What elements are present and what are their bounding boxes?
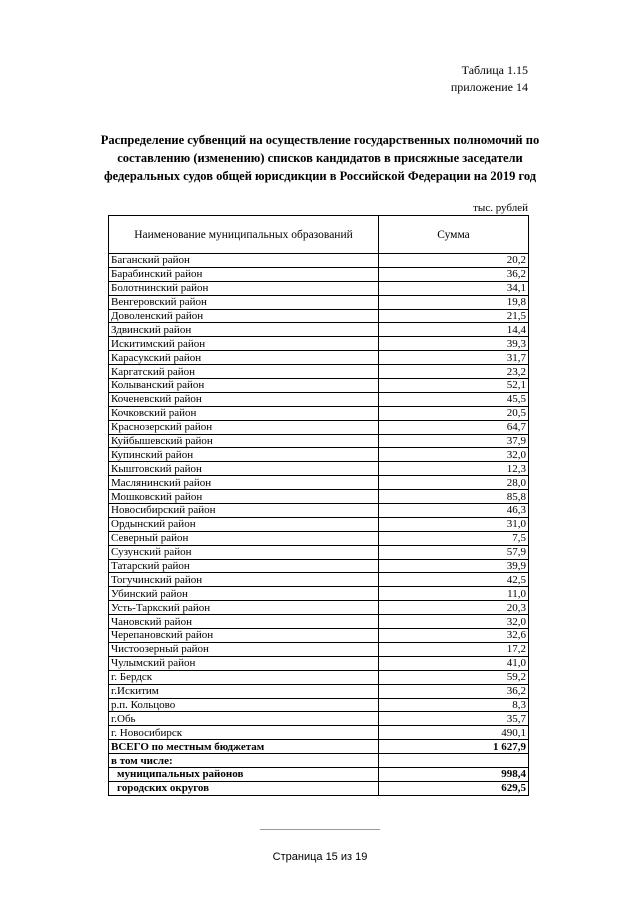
municipality-name: г.Искитим xyxy=(109,684,379,698)
amount-cell: 31,7 xyxy=(379,351,529,365)
table-row xyxy=(109,587,529,601)
amount-cell: 46,3 xyxy=(379,504,529,518)
municipality-name: Венгеровский район xyxy=(109,295,379,309)
amount-cell: 20,5 xyxy=(379,406,529,420)
table-row xyxy=(109,420,529,434)
subvention-table xyxy=(108,215,529,796)
table-row xyxy=(109,351,529,365)
table-row xyxy=(109,642,529,656)
table-row xyxy=(109,490,529,504)
amount-cell: 59,2 xyxy=(379,670,529,684)
table-row xyxy=(109,615,529,629)
amount-cell: 12,3 xyxy=(379,462,529,476)
table-row xyxy=(109,726,529,740)
municipality-name: Карасукский район xyxy=(109,351,379,365)
table-row xyxy=(109,531,529,545)
table-row xyxy=(109,476,529,490)
municipality-name: Сузунский район xyxy=(109,545,379,559)
municipality-name: Коченевский район xyxy=(109,392,379,406)
amount-cell: 64,7 xyxy=(379,420,529,434)
amount-cell: 39,9 xyxy=(379,559,529,573)
table-row xyxy=(109,767,529,781)
page-number: Страница 15 из 19 xyxy=(272,851,368,863)
municipality-name: Купинский район xyxy=(109,448,379,462)
amount-cell: 57,9 xyxy=(379,545,529,559)
table-row xyxy=(109,434,529,448)
table-number: Таблица 1.15 xyxy=(461,63,528,77)
municipality-name: Маслянинский район xyxy=(109,476,379,490)
municipality-name: Баганский район xyxy=(109,254,379,268)
municipality-name: Здвинский район xyxy=(109,323,379,337)
amount-cell: 11,0 xyxy=(379,587,529,601)
table-row xyxy=(109,406,529,420)
table-row xyxy=(109,295,529,309)
amount-cell: 32,6 xyxy=(379,629,529,643)
amount-cell: 19,8 xyxy=(379,295,529,309)
table-row xyxy=(109,629,529,643)
municipality-name: Барабинский район xyxy=(109,267,379,281)
amount-cell: 36,2 xyxy=(379,684,529,698)
table-row xyxy=(109,323,529,337)
total-amount: 1 627,9 xyxy=(379,740,529,754)
municipality-name: Мошковский район xyxy=(109,490,379,504)
municipality-name: Доволенский район xyxy=(109,309,379,323)
municipality-name: Искитимский район xyxy=(109,337,379,351)
municipality-name: Краснозерский район xyxy=(109,420,379,434)
table-row xyxy=(109,545,529,559)
table-row xyxy=(109,656,529,670)
document-title: Распределение субвенций на осуществление государственных полномочий по составлению (изменению) списков кандидатов в присяжные заседатели федеральных судов общей юрисдикции в Российской Федерации на 2019 год xyxy=(100,133,540,183)
table-row xyxy=(109,601,529,615)
table-row xyxy=(109,559,529,573)
column-header-sum: Сумма xyxy=(379,216,529,254)
amount-cell: 36,2 xyxy=(379,267,529,281)
subtotal-amount: 998,4 xyxy=(379,767,529,781)
including-label: в том числе: xyxy=(109,754,379,768)
table-row xyxy=(109,379,529,393)
municipality-name: Болотнинский район xyxy=(109,281,379,295)
column-header-name: Наименование муниципальных образований xyxy=(109,216,379,254)
amount-cell: 85,8 xyxy=(379,490,529,504)
amount-cell: 7,5 xyxy=(379,531,529,545)
municipality-name: Колыванский район xyxy=(109,379,379,393)
table-row xyxy=(109,392,529,406)
table-row xyxy=(109,267,529,281)
municipality-name: Кыштовский район xyxy=(109,462,379,476)
municipality-name: Кочковский район xyxy=(109,406,379,420)
footer-divider xyxy=(260,829,380,830)
amount-cell: 35,7 xyxy=(379,712,529,726)
table-row xyxy=(109,281,529,295)
amount-cell: 20,2 xyxy=(379,254,529,268)
subtotal-label: городских округов xyxy=(109,781,379,795)
table-row xyxy=(109,504,529,518)
table-row xyxy=(109,712,529,726)
empty-cell xyxy=(379,754,529,768)
municipality-name: Северный район xyxy=(109,531,379,545)
municipality-name: Тогучинский район xyxy=(109,573,379,587)
table-row xyxy=(109,670,529,684)
table-row xyxy=(109,573,529,587)
subtotal-label: муниципальных районов xyxy=(109,767,379,781)
table-row xyxy=(109,781,529,795)
municipality-name: Каргатский район xyxy=(109,365,379,379)
municipality-name: Новосибирский район xyxy=(109,504,379,518)
amount-cell: 490,1 xyxy=(379,726,529,740)
municipality-name: Черепановский район xyxy=(109,629,379,643)
total-label: ВСЕГО по местным бюджетам xyxy=(109,740,379,754)
table-row xyxy=(109,684,529,698)
amount-cell: 17,2 xyxy=(379,642,529,656)
including-row xyxy=(109,754,529,768)
amount-cell: 31,0 xyxy=(379,517,529,531)
amount-cell: 28,0 xyxy=(379,476,529,490)
amount-cell: 37,9 xyxy=(379,434,529,448)
amount-cell: 32,0 xyxy=(379,448,529,462)
municipality-name: Убинский район xyxy=(109,587,379,601)
table-row xyxy=(109,365,529,379)
units-label: тыс. рублей xyxy=(473,202,528,214)
table-body xyxy=(109,254,529,796)
municipality-name: Чановский район xyxy=(109,615,379,629)
appendix-number: приложение 14 xyxy=(450,80,528,94)
amount-cell: 52,1 xyxy=(379,379,529,393)
table-row xyxy=(109,698,529,712)
amount-cell: 23,2 xyxy=(379,365,529,379)
amount-cell: 8,3 xyxy=(379,698,529,712)
municipality-name: г. Бердск xyxy=(109,670,379,684)
amount-cell: 42,5 xyxy=(379,573,529,587)
table-row xyxy=(109,462,529,476)
table-row xyxy=(109,309,529,323)
table-row xyxy=(109,254,529,268)
municipality-name: Чулымский район xyxy=(109,656,379,670)
table-row xyxy=(109,337,529,351)
municipality-name: Куйбышевский район xyxy=(109,434,379,448)
municipality-name: г. Новосибирск xyxy=(109,726,379,740)
amount-cell: 32,0 xyxy=(379,615,529,629)
municipality-name: г.Обь xyxy=(109,712,379,726)
table-row xyxy=(109,448,529,462)
municipality-name: Ордынский район xyxy=(109,517,379,531)
municipality-name: р.п. Кольцово xyxy=(109,698,379,712)
subtotal-amount: 629,5 xyxy=(379,781,529,795)
amount-cell: 45,5 xyxy=(379,392,529,406)
municipality-name: Татарский район xyxy=(109,559,379,573)
table-row xyxy=(109,517,529,531)
table-row xyxy=(109,740,529,754)
amount-cell: 39,3 xyxy=(379,337,529,351)
amount-cell: 41,0 xyxy=(379,656,529,670)
amount-cell: 21,5 xyxy=(379,309,529,323)
amount-cell: 34,1 xyxy=(379,281,529,295)
amount-cell: 20,3 xyxy=(379,601,529,615)
municipality-name: Чистоозерный район xyxy=(109,642,379,656)
municipality-name: Усть-Таркский район xyxy=(109,601,379,615)
amount-cell: 14,4 xyxy=(379,323,529,337)
